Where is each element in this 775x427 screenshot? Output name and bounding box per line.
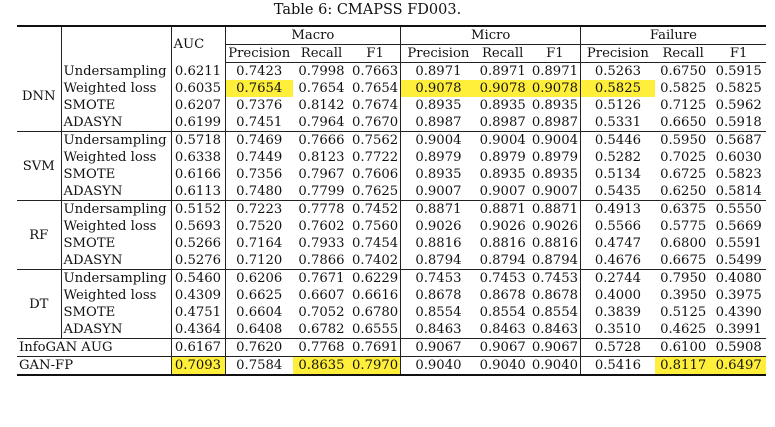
value-cell: 0.7674 [350, 97, 401, 114]
value-cell: 0.7451 [225, 114, 293, 132]
value-cell: 0.8871 [530, 201, 581, 219]
value-cell: 0.8554 [530, 304, 581, 321]
value-cell: 0.4625 [655, 321, 712, 339]
method-label: Weighted loss [61, 149, 171, 166]
header-failure-recall: Recall [655, 45, 712, 63]
value-cell: 0.7654 [225, 80, 293, 97]
value-cell: 0.5915 [715, 64, 762, 79]
value-cell: 0.3510 [581, 321, 655, 339]
value-cell: 0.7560 [350, 218, 401, 235]
value-cell: 0.8554 [479, 305, 526, 320]
value-cell: 0.7625 [350, 183, 401, 201]
value-cell: 0.6206 [236, 271, 283, 286]
method-label: Undersampling [61, 201, 171, 219]
value-cell: 0.7520 [236, 219, 283, 234]
header-blank-model [17, 26, 61, 63]
value-cell: 0.5814 [712, 183, 766, 201]
value-cell: 0.6199 [171, 114, 225, 132]
table-row [17, 339, 766, 357]
value-cell: 0.9026 [415, 219, 462, 234]
value-cell: 0.5950 [660, 133, 707, 148]
value-cell: 0.7654 [350, 80, 401, 97]
table-row [17, 63, 766, 81]
value-cell: 0.8935 [530, 166, 581, 183]
value-cell: 0.5460 [171, 270, 225, 288]
value-cell: 0.6675 [655, 252, 712, 270]
value-cell: 0.7691 [350, 339, 401, 357]
value-cell: 0.6625 [236, 288, 283, 303]
value-cell: 0.7453 [530, 270, 581, 288]
value-cell: 0.8635 [293, 357, 350, 376]
value-cell: 0.8935 [479, 167, 526, 182]
value-cell: 0.9067 [476, 339, 530, 357]
value-cell: 0.8871 [415, 202, 462, 217]
value-cell: 0.9007 [476, 183, 530, 201]
value-cell: 0.7602 [298, 219, 345, 234]
header-failure-precision: Precision [581, 45, 655, 63]
value-cell: 0.7620 [225, 339, 293, 357]
value-cell: 0.5728 [581, 339, 655, 357]
method-label: ADASYN [61, 114, 171, 132]
value-cell: 0.5825 [660, 81, 707, 96]
value-cell: 0.6725 [660, 167, 707, 182]
value-cell: 0.7223 [236, 202, 283, 217]
header-failure: Failure [581, 26, 766, 45]
value-cell: 0.7469 [236, 133, 283, 148]
value-cell: 0.4751 [171, 304, 225, 321]
table-row [17, 357, 766, 376]
value-cell: 0.7670 [350, 114, 401, 132]
value-cell: 0.6211 [171, 63, 225, 81]
value-cell: 0.8123 [298, 150, 345, 165]
value-cell: 0.8678 [479, 288, 526, 303]
value-cell: 0.7125 [660, 98, 707, 113]
value-cell: 0.5263 [594, 64, 641, 79]
value-cell: 0.7423 [236, 64, 283, 79]
value-cell: 0.9004 [479, 133, 526, 148]
value-cell: 0.6250 [655, 183, 712, 201]
value-cell: 0.7449 [236, 150, 283, 165]
value-cell: 0.8463 [530, 321, 581, 339]
value-cell: 0.8971 [415, 64, 462, 79]
method-label: Weighted loss [61, 80, 171, 97]
value-cell: 0.8794 [401, 252, 476, 270]
table-row [17, 114, 766, 132]
value-cell: 0.9007 [401, 183, 476, 201]
value-cell: 0.9067 [530, 339, 581, 357]
value-cell: 0.7970 [350, 357, 401, 376]
table-row [17, 149, 766, 166]
value-cell: 0.4309 [171, 287, 225, 304]
value-cell: 0.8678 [415, 288, 462, 303]
value-cell: 0.5669 [715, 219, 762, 234]
value-cell: 0.4000 [594, 288, 641, 303]
value-cell: 0.5962 [715, 98, 762, 113]
value-cell: 0.6035 [171, 80, 225, 97]
method-label: SMOTE [61, 97, 171, 114]
value-cell: 0.8971 [479, 64, 526, 79]
value-cell: 0.8987 [476, 114, 530, 132]
value-cell: 0.5591 [715, 236, 762, 251]
header-failure-f1: F1 [712, 45, 766, 63]
header-micro-f1: F1 [530, 45, 581, 63]
value-cell: 0.6408 [225, 321, 293, 339]
header-macro: Macro [225, 26, 401, 45]
value-cell: 0.5152 [171, 201, 225, 219]
value-cell: 0.5134 [594, 167, 641, 182]
header-micro-recall: Recall [476, 45, 530, 63]
value-cell: 0.3975 [715, 288, 762, 303]
value-cell: 0.5908 [712, 339, 766, 357]
header-macro-precision: Precision [225, 45, 293, 63]
value-cell: 0.5825 [581, 80, 655, 97]
value-cell: 0.9040 [401, 357, 476, 376]
table-row [17, 218, 766, 235]
value-cell: 0.5566 [594, 219, 641, 234]
value-cell: 0.9078 [401, 80, 476, 97]
header-micro: Micro [401, 26, 581, 45]
value-cell: 0.5126 [594, 98, 641, 113]
method-label: ADASYN [61, 183, 171, 201]
value-cell: 0.7967 [298, 167, 345, 182]
header-micro-precision: Precision [401, 45, 476, 63]
value-cell: 0.7998 [298, 64, 345, 79]
value-cell: 0.8816 [479, 236, 526, 251]
table-row [17, 270, 766, 288]
value-cell: 0.6497 [712, 357, 766, 376]
method-label: Weighted loss [61, 287, 171, 304]
value-cell: 0.7933 [298, 236, 345, 251]
value-cell: 0.4364 [171, 321, 225, 339]
method-label: InfoGAN AUG [17, 339, 171, 357]
value-cell: 0.5446 [594, 133, 641, 148]
value-cell: 0.5331 [581, 114, 655, 132]
value-cell: 0.6607 [298, 288, 345, 303]
value-cell: 0.9004 [415, 133, 462, 148]
method-label: SMOTE [61, 235, 171, 252]
value-cell: 0.7768 [293, 339, 350, 357]
value-cell: 0.7799 [293, 183, 350, 201]
value-cell: 0.6207 [171, 97, 225, 114]
value-cell: 0.6616 [350, 287, 401, 304]
model-label: SVM [17, 132, 61, 201]
value-cell: 0.7562 [350, 132, 401, 150]
value-cell: 0.5718 [171, 132, 225, 150]
method-label: Undersampling [61, 270, 171, 288]
model-label: RF [17, 201, 61, 270]
value-cell: 0.5687 [715, 133, 762, 148]
value-cell: 0.6375 [660, 202, 707, 217]
value-cell: 0.8987 [401, 114, 476, 132]
value-cell: 0.9078 [530, 80, 581, 97]
value-cell: 0.5282 [594, 150, 641, 165]
value-cell: 0.8971 [530, 63, 581, 81]
value-cell: 0.5823 [715, 167, 762, 182]
table-row [17, 321, 766, 339]
table-row [17, 201, 766, 219]
value-cell: 0.8678 [530, 287, 581, 304]
value-cell: 0.7452 [350, 201, 401, 219]
value-cell: 0.5435 [581, 183, 655, 201]
value-cell: 0.6229 [350, 270, 401, 288]
value-cell: 0.8979 [415, 150, 462, 165]
header-macro-f1: F1 [350, 45, 401, 63]
method-label: ADASYN [61, 252, 171, 270]
value-cell: 0.8794 [476, 252, 530, 270]
value-cell: 0.5266 [171, 235, 225, 252]
value-cell: 0.4676 [581, 252, 655, 270]
value-cell: 0.5499 [712, 252, 766, 270]
value-cell: 0.6750 [660, 64, 707, 79]
value-cell: 0.8816 [415, 236, 462, 251]
value-cell: 0.7663 [350, 63, 401, 81]
value-cell: 0.7376 [236, 98, 283, 113]
value-cell: 0.6780 [350, 304, 401, 321]
value-cell: 0.7454 [350, 235, 401, 252]
table-row [17, 287, 766, 304]
value-cell: 0.4747 [594, 236, 641, 251]
value-cell: 0.6800 [660, 236, 707, 251]
method-label: Undersampling [61, 63, 171, 81]
value-cell: 0.6167 [171, 339, 225, 357]
value-cell: 0.7164 [236, 236, 283, 251]
value-cell: 0.7584 [225, 357, 293, 376]
value-cell: 0.7722 [350, 149, 401, 166]
value-cell: 0.6782 [293, 321, 350, 339]
value-cell: 0.3839 [594, 305, 641, 320]
results-table [17, 25, 766, 376]
value-cell: 0.9026 [479, 219, 526, 234]
method-label: Weighted loss [61, 218, 171, 235]
value-cell: 0.8935 [530, 97, 581, 114]
value-cell: 0.8987 [530, 114, 581, 132]
table-row [17, 166, 766, 183]
value-cell: 0.7964 [293, 114, 350, 132]
value-cell: 0.5775 [660, 219, 707, 234]
value-cell: 0.5825 [715, 81, 762, 96]
value-cell: 0.7402 [350, 252, 401, 270]
value-cell: 0.6338 [171, 149, 225, 166]
value-cell: 0.8979 [530, 149, 581, 166]
value-cell: 0.8794 [530, 252, 581, 270]
value-cell: 0.5918 [712, 114, 766, 132]
value-cell: 0.9067 [401, 339, 476, 357]
table-caption: Table 6: CMAPSS FD003. [273, 2, 462, 18]
value-cell: 0.6166 [171, 166, 225, 183]
value-cell: 0.7778 [298, 202, 345, 217]
value-cell: 0.5276 [171, 252, 225, 270]
value-cell: 0.9040 [530, 357, 581, 376]
value-cell: 0.7654 [298, 81, 345, 96]
method-label: ADASYN [61, 321, 171, 339]
value-cell: 0.5416 [581, 357, 655, 376]
value-cell: 0.3950 [660, 288, 707, 303]
value-cell: 0.8935 [479, 98, 526, 113]
value-cell: 0.7120 [225, 252, 293, 270]
header-auc: AUC [171, 26, 225, 63]
value-cell: 0.8554 [415, 305, 462, 320]
value-cell: 0.8935 [415, 98, 462, 113]
value-cell: 0.8117 [655, 357, 712, 376]
header-row-groups [17, 26, 766, 45]
value-cell: 0.9040 [476, 357, 530, 376]
value-cell: 0.7480 [225, 183, 293, 201]
model-label: DT [17, 270, 61, 339]
value-cell: 0.5550 [715, 202, 762, 217]
model-label: DNN [17, 63, 61, 132]
header-macro-recall: Recall [293, 45, 350, 63]
value-cell: 0.7453 [479, 271, 526, 286]
value-cell: 0.7666 [298, 133, 345, 148]
table-row [17, 304, 766, 321]
value-cell: 0.6650 [655, 114, 712, 132]
header-blank-method [61, 26, 171, 63]
table-row [17, 80, 766, 97]
value-cell: 0.8816 [530, 235, 581, 252]
value-cell: 0.7671 [298, 271, 345, 286]
value-cell: 0.8142 [298, 98, 345, 113]
method-label: Undersampling [61, 132, 171, 150]
value-cell: 0.9078 [476, 80, 530, 97]
value-cell: 0.6113 [171, 183, 225, 201]
value-cell: 0.7356 [236, 167, 283, 182]
value-cell: 0.4080 [715, 271, 762, 286]
table-row [17, 252, 766, 270]
value-cell: 0.7606 [350, 166, 401, 183]
table-row [17, 235, 766, 252]
value-cell: 0.6030 [715, 150, 762, 165]
value-cell: 0.9007 [530, 183, 581, 201]
value-cell: 0.7093 [171, 357, 225, 376]
value-cell: 0.7052 [298, 305, 345, 320]
table-row [17, 183, 766, 201]
value-cell: 0.4390 [715, 305, 762, 320]
value-cell: 0.2744 [594, 271, 641, 286]
value-cell: 0.6555 [350, 321, 401, 339]
value-cell: 0.7950 [660, 271, 707, 286]
value-cell: 0.8935 [415, 167, 462, 182]
value-cell: 0.5125 [660, 305, 707, 320]
value-cell: 0.6100 [655, 339, 712, 357]
value-cell: 0.8463 [476, 321, 530, 339]
value-cell: 0.8979 [479, 150, 526, 165]
table-body [17, 63, 766, 376]
table-row [17, 132, 766, 150]
table-row [17, 97, 766, 114]
value-cell: 0.4913 [594, 202, 641, 217]
method-label: SMOTE [61, 166, 171, 183]
value-cell: 0.8463 [401, 321, 476, 339]
value-cell: 0.3991 [712, 321, 766, 339]
value-cell: 0.5693 [171, 218, 225, 235]
value-cell: 0.7866 [293, 252, 350, 270]
method-label: SMOTE [61, 304, 171, 321]
value-cell: 0.8871 [479, 202, 526, 217]
value-cell: 0.6604 [236, 305, 283, 320]
value-cell: 0.9026 [530, 218, 581, 235]
value-cell: 0.7025 [660, 150, 707, 165]
value-cell: 0.7453 [415, 271, 462, 286]
method-label: GAN-FP [17, 357, 171, 376]
value-cell: 0.9004 [530, 132, 581, 150]
